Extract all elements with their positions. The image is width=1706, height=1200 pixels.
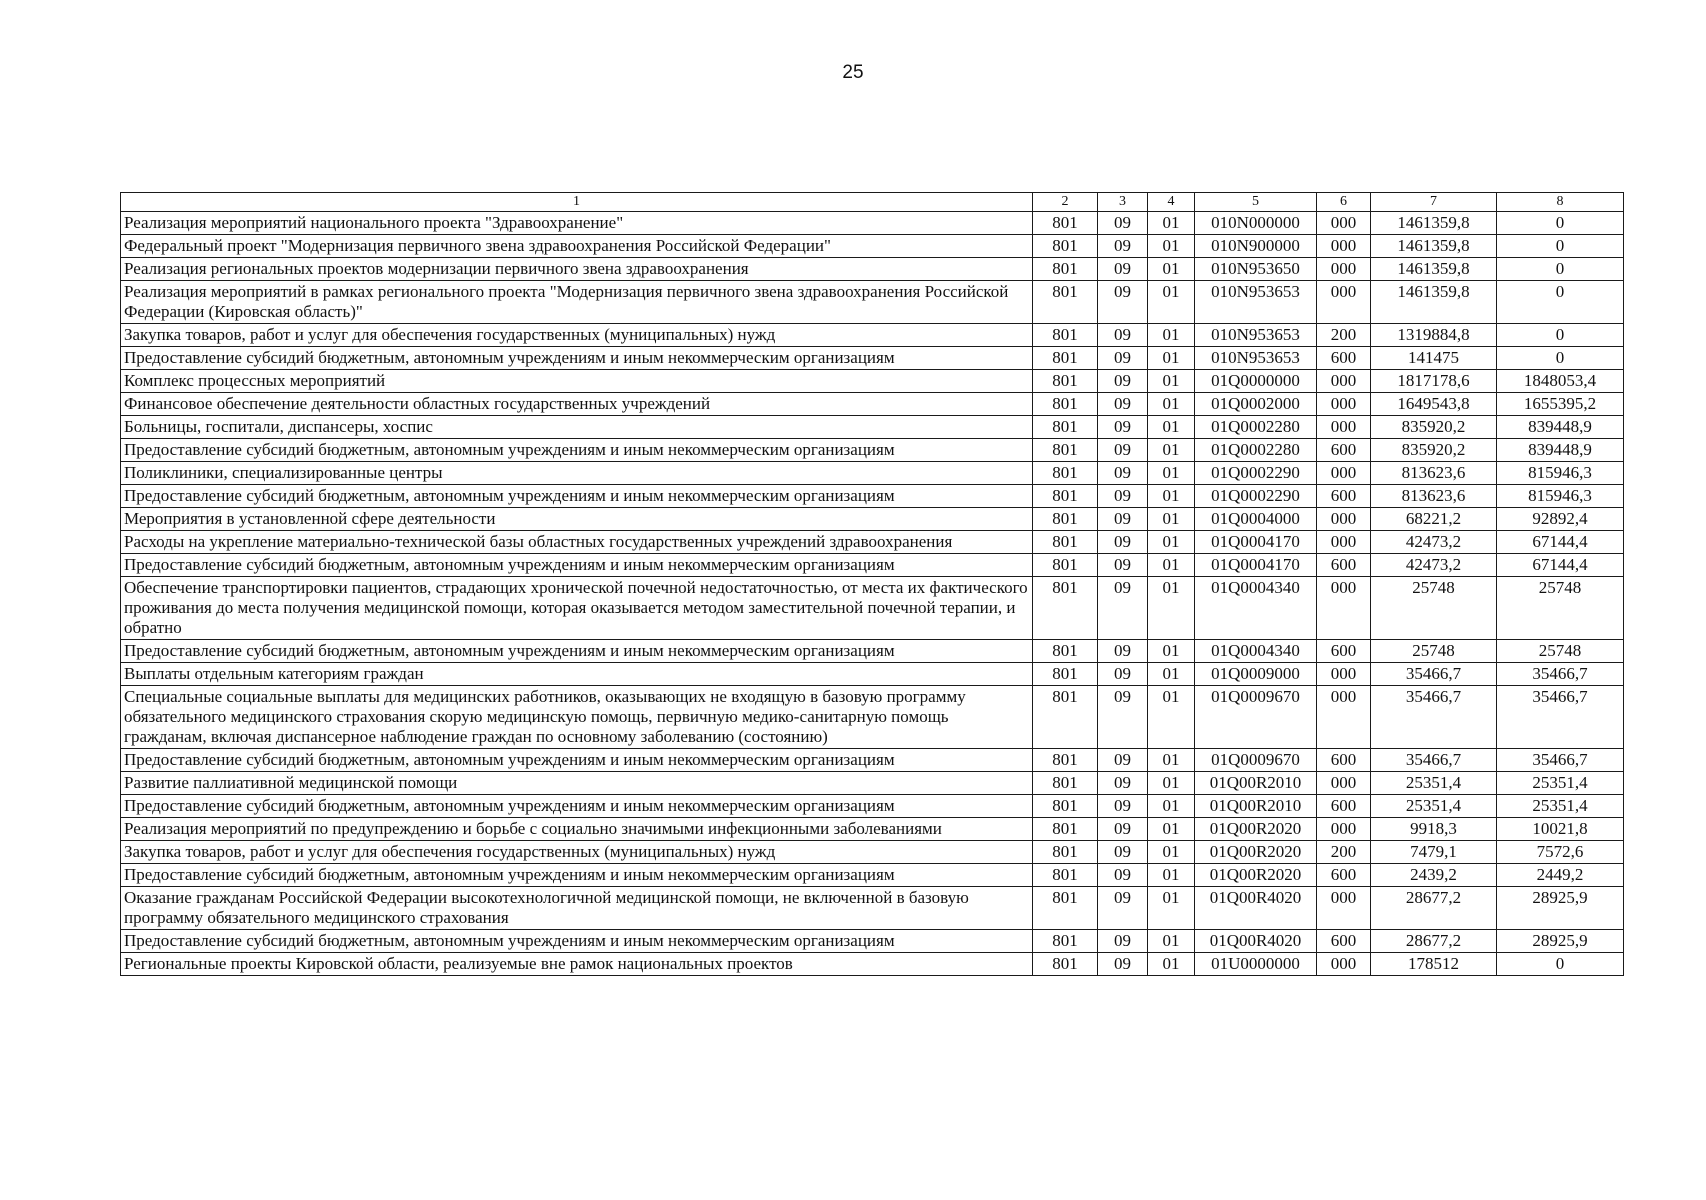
section-cell: 09 [1098,393,1148,416]
target-article-cell: 01Q0002000 [1195,393,1317,416]
row-name-cell: Расходы на укрепление материально-технической базы областных государственных учреждений здравоохранения [121,531,1033,554]
expense-type-cell: 000 [1317,258,1371,281]
column-header: 1 [121,193,1033,212]
expense-type-cell: 600 [1317,749,1371,772]
section-cell: 09 [1098,663,1148,686]
column-header: 6 [1317,193,1371,212]
code-801-cell: 801 [1033,281,1098,324]
expense-type-cell: 000 [1317,953,1371,976]
expense-type-cell: 600 [1317,439,1371,462]
code-801-cell: 801 [1033,930,1098,953]
subsection-cell: 01 [1148,416,1195,439]
target-article-cell: 01Q00R2020 [1195,818,1317,841]
code-801-cell: 801 [1033,258,1098,281]
subsection-cell: 01 [1148,663,1195,686]
target-article-cell: 01Q0004000 [1195,508,1317,531]
row-name-cell: Комплекс процессных мероприятий [121,370,1033,393]
subsection-cell: 01 [1148,347,1195,370]
section-cell: 09 [1098,258,1148,281]
target-article-cell: 01Q00R4020 [1195,887,1317,930]
subsection-cell: 01 [1148,485,1195,508]
table-row [121,749,1624,772]
section-cell: 09 [1098,640,1148,663]
amount-year2-cell: 25351,4 [1497,772,1624,795]
row-name-cell: Обеспечение транспортировки пациентов, страдающих хронической почечной недостаточностью, от места их фактического проживания до места получения медицинской помощи, которая оказывается методом заместительной почечной терапии, и обратно [121,577,1033,640]
amount-year1-cell: 42473,2 [1371,531,1497,554]
table-row [121,324,1624,347]
code-801-cell: 801 [1033,485,1098,508]
amount-year2-cell: 10021,8 [1497,818,1624,841]
subsection-cell: 01 [1148,212,1195,235]
expense-type-cell: 600 [1317,347,1371,370]
expense-type-cell: 000 [1317,508,1371,531]
expense-type-cell: 000 [1317,416,1371,439]
section-cell: 09 [1098,795,1148,818]
subsection-cell: 01 [1148,439,1195,462]
table-row [121,663,1624,686]
amount-year1-cell: 7479,1 [1371,841,1497,864]
table-row [121,930,1624,953]
expense-type-cell: 600 [1317,795,1371,818]
amount-year1-cell: 25748 [1371,640,1497,663]
code-801-cell: 801 [1033,393,1098,416]
target-article-cell: 01Q0002280 [1195,416,1317,439]
column-header: 7 [1371,193,1497,212]
expense-type-cell: 600 [1317,930,1371,953]
code-801-cell: 801 [1033,370,1098,393]
table-row [121,258,1624,281]
amount-year2-cell: 25748 [1497,640,1624,663]
table-row [121,462,1624,485]
amount-year1-cell: 35466,7 [1371,749,1497,772]
code-801-cell: 801 [1033,324,1098,347]
row-name-cell: Оказание гражданам Российской Федерации высокотехнологичной медицинской помощи, не включенной в базовую программу обязательного медицинского страхования [121,887,1033,930]
code-801-cell: 801 [1033,887,1098,930]
table-row [121,887,1624,930]
expense-type-cell: 600 [1317,640,1371,663]
amount-year1-cell: 1319884,8 [1371,324,1497,347]
subsection-cell: 01 [1148,686,1195,749]
column-header: 5 [1195,193,1317,212]
row-name-cell: Федеральный проект "Модернизация первичного звена здравоохранения Российской Федерации" [121,235,1033,258]
row-name-cell: Закупка товаров, работ и услуг для обеспечения государственных (муниципальных) нужд [121,324,1033,347]
table-header-row [121,193,1624,212]
subsection-cell: 01 [1148,577,1195,640]
table-row [121,795,1624,818]
row-name-cell: Предоставление субсидий бюджетным, автономным учреждениям и иным некоммерческим организациям [121,485,1033,508]
table-row [121,508,1624,531]
subsection-cell: 01 [1148,393,1195,416]
amount-year2-cell: 28925,9 [1497,930,1624,953]
amount-year2-cell: 0 [1497,953,1624,976]
row-name-cell: Закупка товаров, работ и услуг для обеспечения государственных (муниципальных) нужд [121,841,1033,864]
row-name-cell: Реализация мероприятий по предупреждению и борьбе с социально значимыми инфекционными заболеваниями [121,818,1033,841]
section-cell: 09 [1098,462,1148,485]
amount-year2-cell: 25748 [1497,577,1624,640]
code-801-cell: 801 [1033,235,1098,258]
section-cell: 09 [1098,416,1148,439]
amount-year2-cell: 815946,3 [1497,485,1624,508]
amount-year2-cell: 0 [1497,347,1624,370]
expense-type-cell: 000 [1317,281,1371,324]
amount-year1-cell: 42473,2 [1371,554,1497,577]
expense-type-cell: 000 [1317,772,1371,795]
section-cell: 09 [1098,772,1148,795]
amount-year1-cell: 25351,4 [1371,772,1497,795]
amount-year2-cell: 92892,4 [1497,508,1624,531]
target-article-cell: 01Q0004340 [1195,577,1317,640]
table-row [121,554,1624,577]
target-article-cell: 01U0000000 [1195,953,1317,976]
code-801-cell: 801 [1033,818,1098,841]
row-name-cell: Предоставление субсидий бюджетным, автономным учреждениям и иным некоммерческим организациям [121,439,1033,462]
expense-type-cell: 000 [1317,212,1371,235]
target-article-cell: 01Q0009000 [1195,663,1317,686]
target-article-cell: 01Q0000000 [1195,370,1317,393]
section-cell: 09 [1098,953,1148,976]
section-cell: 09 [1098,212,1148,235]
amount-year2-cell: 0 [1497,235,1624,258]
section-cell: 09 [1098,235,1148,258]
section-cell: 09 [1098,439,1148,462]
column-header: 8 [1497,193,1624,212]
code-801-cell: 801 [1033,508,1098,531]
target-article-cell: 01Q00R2010 [1195,795,1317,818]
subsection-cell: 01 [1148,554,1195,577]
row-name-cell: Поликлиники, специализированные центры [121,462,1033,485]
amount-year2-cell: 67144,4 [1497,531,1624,554]
subsection-cell: 01 [1148,841,1195,864]
amount-year2-cell: 35466,7 [1497,686,1624,749]
subsection-cell: 01 [1148,818,1195,841]
table-row [121,485,1624,508]
amount-year2-cell: 7572,6 [1497,841,1624,864]
row-name-cell: Финансовое обеспечение деятельности областных государственных учреждений [121,393,1033,416]
row-name-cell: Предоставление субсидий бюджетным, автономным учреждениям и иным некоммерческим организациям [121,749,1033,772]
row-name-cell: Региональные проекты Кировской области, реализуемые вне рамок национальных проектов [121,953,1033,976]
expense-type-cell: 000 [1317,235,1371,258]
row-name-cell: Реализация мероприятий национального проекта "Здравоохранение" [121,212,1033,235]
amount-year1-cell: 9918,3 [1371,818,1497,841]
row-name-cell: Предоставление субсидий бюджетным, автономным учреждениям и иным некоммерческим организациям [121,554,1033,577]
subsection-cell: 01 [1148,795,1195,818]
row-name-cell: Специальные социальные выплаты для медицинских работников, оказывающих не входящую в базовую программу обязательного медицинского страхования скорую медицинскую помощь, первичную медико-санитарную помощь гражданам, включая диспансерное наблюдение граждан по основному заболеванию (состоянию) [121,686,1033,749]
expense-type-cell: 000 [1317,462,1371,485]
table-row [121,393,1624,416]
expense-type-cell: 200 [1317,324,1371,347]
amount-year2-cell: 35466,7 [1497,663,1624,686]
section-cell: 09 [1098,864,1148,887]
section-cell: 09 [1098,281,1148,324]
code-801-cell: 801 [1033,416,1098,439]
target-article-cell: 01Q0004170 [1195,531,1317,554]
subsection-cell: 01 [1148,258,1195,281]
amount-year1-cell: 1461359,8 [1371,281,1497,324]
expense-type-cell: 000 [1317,393,1371,416]
code-801-cell: 801 [1033,864,1098,887]
code-801-cell: 801 [1033,686,1098,749]
subsection-cell: 01 [1148,531,1195,554]
section-cell: 09 [1098,841,1148,864]
row-name-cell: Мероприятия в установленной сфере деятельности [121,508,1033,531]
target-article-cell: 010N000000 [1195,212,1317,235]
expense-type-cell: 000 [1317,686,1371,749]
code-801-cell: 801 [1033,462,1098,485]
row-name-cell: Реализация мероприятий в рамках регионального проекта "Модернизация первичного звена здравоохранения Российской Федерации (Кировская область)" [121,281,1033,324]
target-article-cell: 010N953653 [1195,281,1317,324]
target-article-cell: 010N900000 [1195,235,1317,258]
amount-year1-cell: 1461359,8 [1371,258,1497,281]
code-801-cell: 801 [1033,640,1098,663]
section-cell: 09 [1098,749,1148,772]
table-row [121,212,1624,235]
target-article-cell: 01Q00R4020 [1195,930,1317,953]
amount-year2-cell: 0 [1497,258,1624,281]
expense-type-cell: 000 [1317,818,1371,841]
table-row [121,864,1624,887]
table-row [121,686,1624,749]
target-article-cell: 01Q0004340 [1195,640,1317,663]
subsection-cell: 01 [1148,370,1195,393]
subsection-cell: 01 [1148,235,1195,258]
amount-year1-cell: 813623,6 [1371,485,1497,508]
amount-year1-cell: 35466,7 [1371,686,1497,749]
expense-type-cell: 600 [1317,864,1371,887]
target-article-cell: 01Q00R2020 [1195,864,1317,887]
section-cell: 09 [1098,930,1148,953]
table-body [121,212,1624,976]
amount-year1-cell: 178512 [1371,953,1497,976]
amount-year1-cell: 25351,4 [1371,795,1497,818]
table-row [121,577,1624,640]
subsection-cell: 01 [1148,772,1195,795]
code-801-cell: 801 [1033,953,1098,976]
table-row [121,347,1624,370]
code-801-cell: 801 [1033,795,1098,818]
amount-year1-cell: 68221,2 [1371,508,1497,531]
amount-year2-cell: 2449,2 [1497,864,1624,887]
table-row [121,640,1624,663]
table-row [121,439,1624,462]
subsection-cell: 01 [1148,953,1195,976]
target-article-cell: 01Q0002280 [1195,439,1317,462]
target-article-cell: 010N953653 [1195,347,1317,370]
amount-year1-cell: 1817178,6 [1371,370,1497,393]
subsection-cell: 01 [1148,281,1195,324]
row-name-cell: Реализация региональных проектов модернизации первичного звена здравоохранения [121,258,1033,281]
section-cell: 09 [1098,577,1148,640]
amount-year2-cell: 28925,9 [1497,887,1624,930]
code-801-cell: 801 [1033,347,1098,370]
target-article-cell: 010N953650 [1195,258,1317,281]
row-name-cell: Развитие паллиативной медицинской помощи [121,772,1033,795]
amount-year2-cell: 839448,9 [1497,439,1624,462]
amount-year2-cell: 1655395,2 [1497,393,1624,416]
target-article-cell: 01Q0002290 [1195,485,1317,508]
amount-year1-cell: 835920,2 [1371,416,1497,439]
amount-year1-cell: 28677,2 [1371,887,1497,930]
expense-type-cell: 000 [1317,370,1371,393]
expense-type-cell: 000 [1317,887,1371,930]
code-801-cell: 801 [1033,663,1098,686]
amount-year1-cell: 141475 [1371,347,1497,370]
row-name-cell: Предоставление субсидий бюджетным, автономным учреждениям и иным некоммерческим организациям [121,347,1033,370]
table-row [121,416,1624,439]
amount-year1-cell: 813623,6 [1371,462,1497,485]
section-cell: 09 [1098,554,1148,577]
amount-year2-cell: 839448,9 [1497,416,1624,439]
code-801-cell: 801 [1033,577,1098,640]
row-name-cell: Предоставление субсидий бюджетным, автономным учреждениям и иным некоммерческим организациям [121,640,1033,663]
table-row [121,235,1624,258]
column-header: 2 [1033,193,1098,212]
table-row [121,531,1624,554]
code-801-cell: 801 [1033,772,1098,795]
section-cell: 09 [1098,887,1148,930]
subsection-cell: 01 [1148,324,1195,347]
table-row [121,370,1624,393]
table-row [121,281,1624,324]
amount-year1-cell: 1461359,8 [1371,212,1497,235]
code-801-cell: 801 [1033,841,1098,864]
target-article-cell: 01Q0002290 [1195,462,1317,485]
column-header: 3 [1098,193,1148,212]
table-row [121,772,1624,795]
section-cell: 09 [1098,686,1148,749]
amount-year2-cell: 1848053,4 [1497,370,1624,393]
amount-year1-cell: 28677,2 [1371,930,1497,953]
section-cell: 09 [1098,324,1148,347]
amount-year2-cell: 0 [1497,281,1624,324]
expense-type-cell: 000 [1317,531,1371,554]
amount-year1-cell: 25748 [1371,577,1497,640]
amount-year2-cell: 0 [1497,324,1624,347]
expense-type-cell: 000 [1317,663,1371,686]
expense-type-cell: 600 [1317,554,1371,577]
amount-year1-cell: 1461359,8 [1371,235,1497,258]
table-row [121,818,1624,841]
amount-year2-cell: 67144,4 [1497,554,1624,577]
target-article-cell: 01Q0009670 [1195,686,1317,749]
column-header: 4 [1148,193,1195,212]
target-article-cell: 01Q0009670 [1195,749,1317,772]
target-article-cell: 01Q00R2020 [1195,841,1317,864]
subsection-cell: 01 [1148,887,1195,930]
table-row [121,953,1624,976]
subsection-cell: 01 [1148,640,1195,663]
code-801-cell: 801 [1033,554,1098,577]
row-name-cell: Предоставление субсидий бюджетным, автономным учреждениям и иным некоммерческим организациям [121,795,1033,818]
amount-year1-cell: 1649543,8 [1371,393,1497,416]
subsection-cell: 01 [1148,749,1195,772]
code-801-cell: 801 [1033,531,1098,554]
code-801-cell: 801 [1033,439,1098,462]
subsection-cell: 01 [1148,930,1195,953]
amount-year2-cell: 35466,7 [1497,749,1624,772]
amount-year2-cell: 0 [1497,212,1624,235]
section-cell: 09 [1098,508,1148,531]
expense-type-cell: 200 [1317,841,1371,864]
amount-year1-cell: 2439,2 [1371,864,1497,887]
subsection-cell: 01 [1148,462,1195,485]
amount-year1-cell: 835920,2 [1371,439,1497,462]
subsection-cell: 01 [1148,508,1195,531]
row-name-cell: Предоставление субсидий бюджетным, автономным учреждениям и иным некоммерческим организациям [121,930,1033,953]
code-801-cell: 801 [1033,749,1098,772]
section-cell: 09 [1098,485,1148,508]
section-cell: 09 [1098,347,1148,370]
subsection-cell: 01 [1148,864,1195,887]
section-cell: 09 [1098,818,1148,841]
row-name-cell: Выплаты отдельным категориям граждан [121,663,1033,686]
amount-year2-cell: 25351,4 [1497,795,1624,818]
target-article-cell: 01Q0004170 [1195,554,1317,577]
expense-type-cell: 000 [1317,577,1371,640]
row-name-cell: Больницы, госпитали, диспансеры, хоспис [121,416,1033,439]
page-number: 25 [842,62,864,83]
amount-year2-cell: 815946,3 [1497,462,1624,485]
table-row [121,841,1624,864]
section-cell: 09 [1098,531,1148,554]
target-article-cell: 010N953653 [1195,324,1317,347]
amount-year1-cell: 35466,7 [1371,663,1497,686]
section-cell: 09 [1098,370,1148,393]
target-article-cell: 01Q00R2010 [1195,772,1317,795]
budget-table [120,192,1624,976]
expense-type-cell: 600 [1317,485,1371,508]
code-801-cell: 801 [1033,212,1098,235]
row-name-cell: Предоставление субсидий бюджетным, автономным учреждениям и иным некоммерческим организациям [121,864,1033,887]
